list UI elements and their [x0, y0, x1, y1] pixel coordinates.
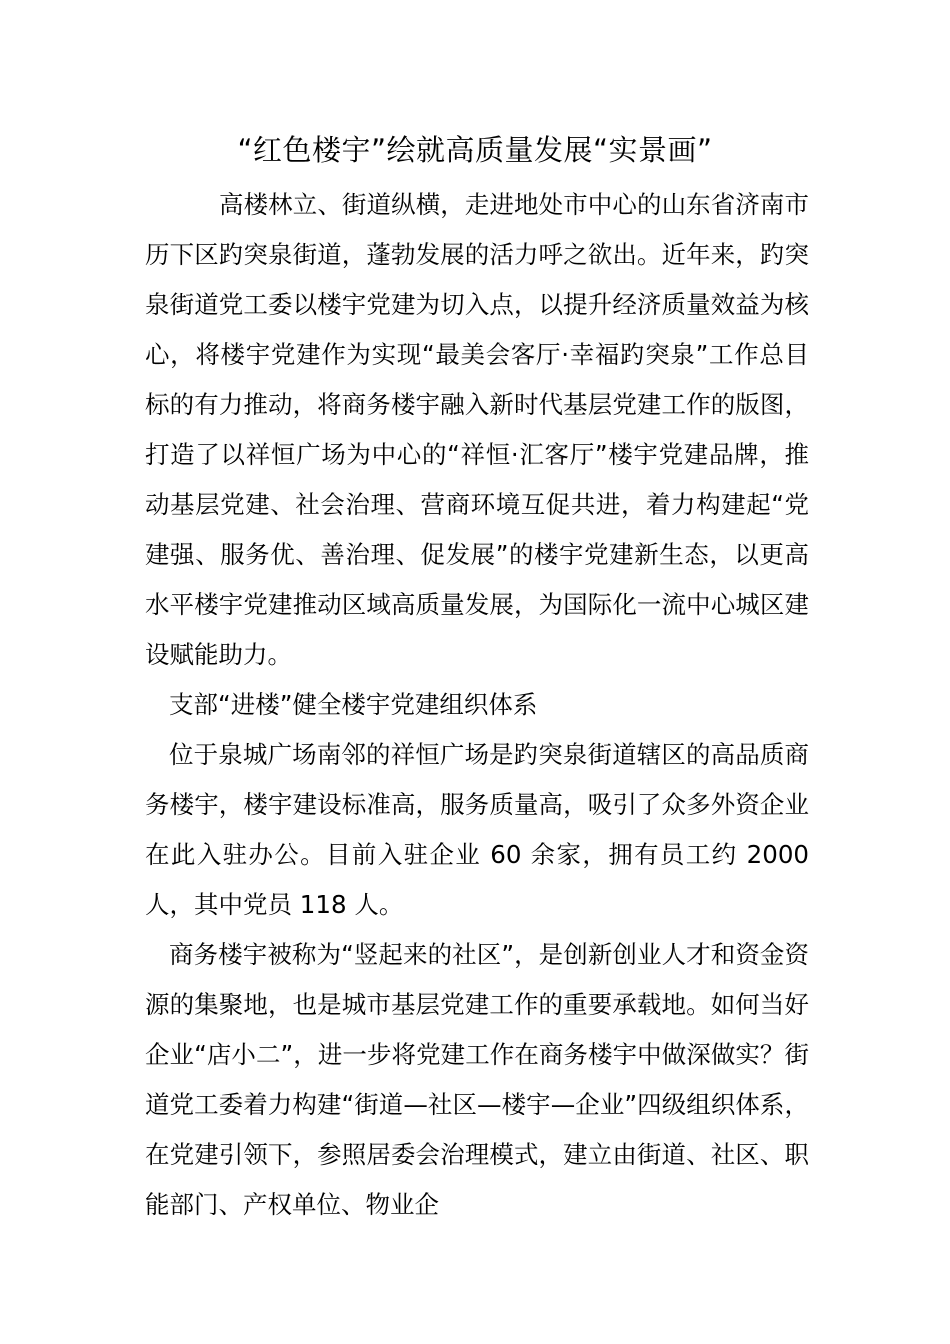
section-heading: 支部“进楼”健全楼宇党建组织体系: [169, 690, 538, 719]
body-paragraph: 商务楼宇被称为“竖起来的社区”，是创新创业人才和资金资源的集聚地，也是城市基层党建工作的重要承载地。如何当好企业“店小二”，进一步将党建工作在商务楼宇中做深做实？街道党工委着力构建“街道—社区—楼宇—企业”四级组织体系，在党建引领下，参照居委会治理模式，建立由街道、社区、职能部门、产权单位、物业企: [145, 940, 809, 1219]
document-body: [145, 180, 809, 1230]
intro-paragraph: 高楼林立、街道纵横，走进地处市中心的山东省济南市历下区趵突泉街道，蓬勃发展的活力呼之欲出。近年来，趵突泉街道党工委以楼宇党建为切入点，以提升经济质量效益为核心，将楼宇党建作为实现“最美会客厅·幸福趵突泉”工作总目标的有力推动，将商务楼宇融入新时代基层党建工作的版图，打造了以祥恒广场为中心的“祥恒·汇客厅”楼宇党建品牌，推动基层党建、社会治理、营商环境互促共进，着力构建起“党建强、服务优、善治理、促发展”的楼宇党建新生态，以更高水平楼宇党建推动区域高质量发展，为国际化一流中心城区建设赋能助力。: [145, 190, 809, 669]
document-title: “红色楼宇”绘就高质量发展“实景画”: [237, 133, 713, 167]
body-paragraph: 位于泉城广场南邻的祥恒广场是趵突泉街道辖区的高品质商务楼宇，楼宇建设标准高，服务质量高，吸引了众多外资企业在此入驻办公。目前入驻企业 60 余家，拥有员工约 2000 人，其中党员 118 人。: [145, 740, 809, 919]
